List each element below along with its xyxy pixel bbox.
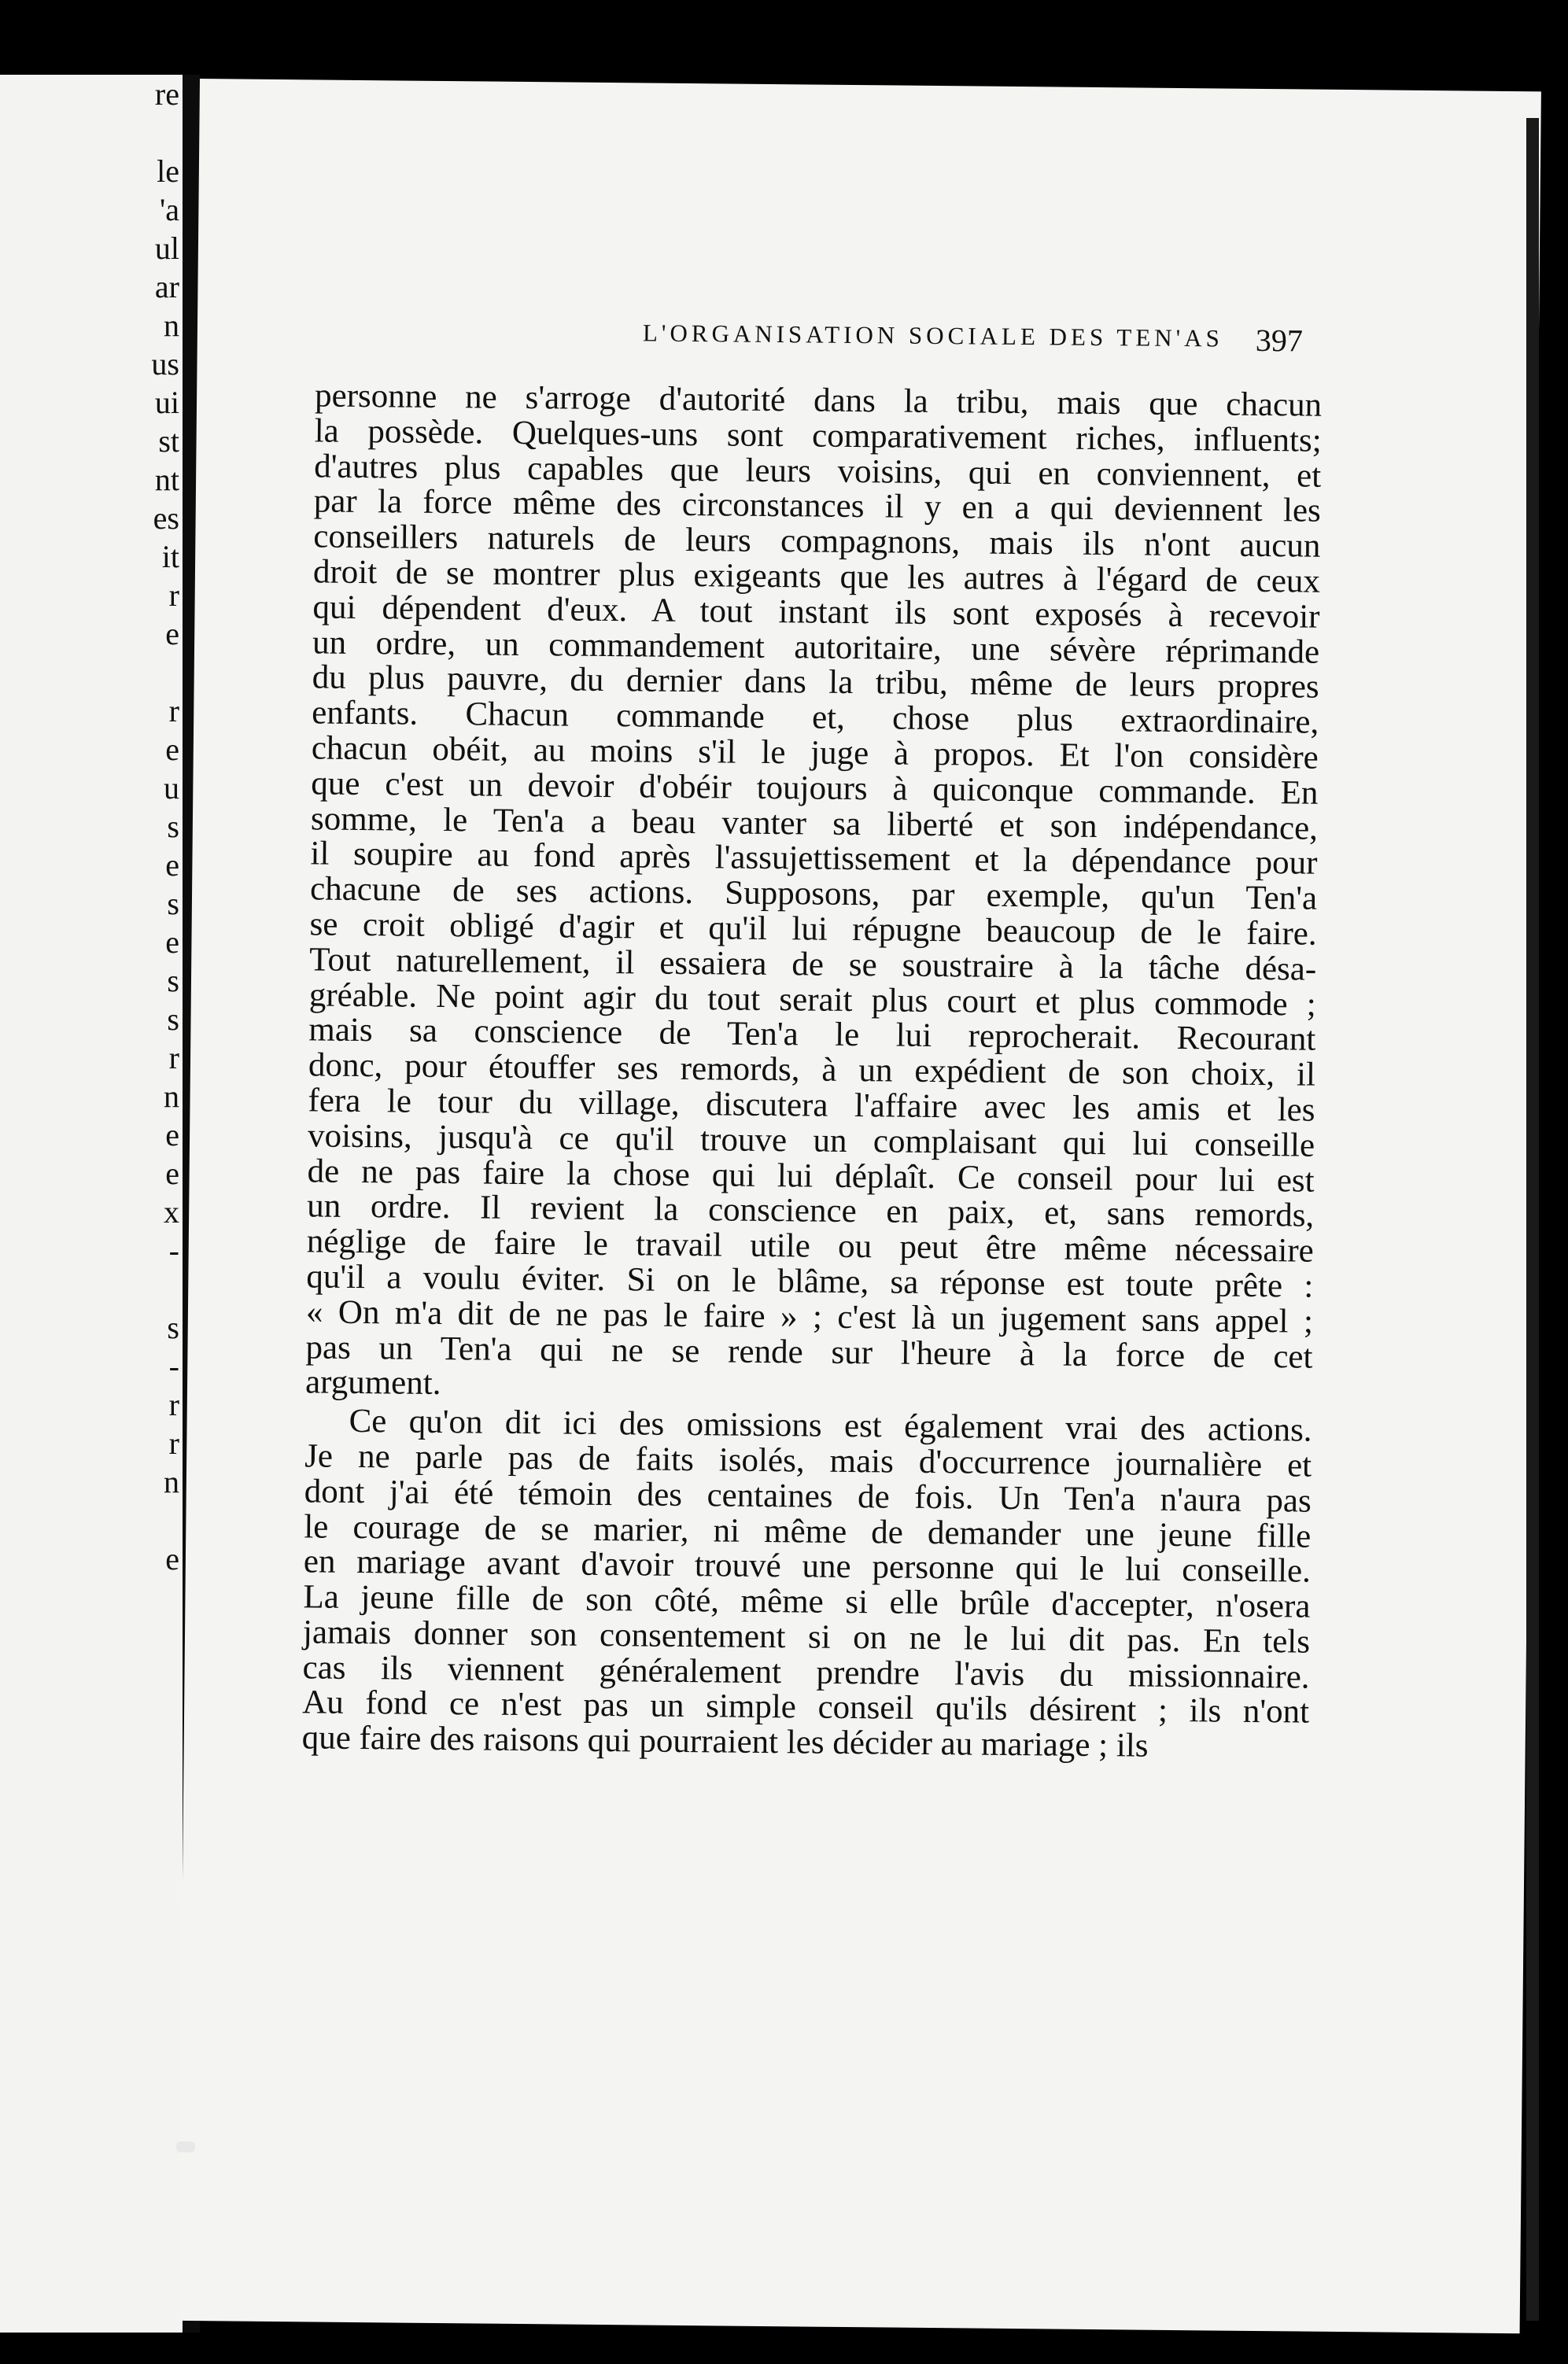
page-edge-shadow (1526, 118, 1539, 2321)
text-line: « On m'a dit de ne pas le faire » ; c'est là un jugement sans appel ; (305, 1293, 1314, 1341)
line-ending-fragment: u (164, 770, 179, 806)
line-ending-fragment: - (168, 1233, 179, 1268)
text-line: donc, pour étouffer ses remords, à un expédient de son choix, il (308, 1046, 1316, 1093)
text-line: que c'est un devoir d'obéir toujours à quiconque commande. En (311, 765, 1319, 812)
line-ending-fragment: e (165, 732, 179, 767)
body-text (302, 378, 1323, 1765)
text-line: somme, le Ten'a a beau vanter sa liberté et son indépendance, (310, 799, 1319, 847)
line-ending-fragment: us (151, 346, 179, 382)
text-line: du plus pauvre, du dernier dans la tribu, même de leurs propres (312, 658, 1319, 706)
line-ending-fragment: ar (154, 269, 179, 304)
text-line: fera le tour du village, discutera l'affaire avec les amis et les (308, 1082, 1315, 1129)
previous-page-edge (0, 75, 183, 2333)
line-ending-fragment: r (168, 577, 179, 613)
line-ending-fragment: le (157, 153, 179, 189)
text-line: voisins, jusqu'à ce qu'il trouve un complaisant qui lui conseille (307, 1117, 1315, 1164)
line-ending-fragment: st (158, 423, 179, 459)
text-line: de ne pas faire la chose qui lui déplaît. Ce conseil pour lui est (307, 1152, 1315, 1200)
line-ending-fragment: s (167, 963, 179, 998)
text-line: chacun obéit, au moins s'il le juge à propos. Et l'on considère (311, 729, 1319, 776)
text-line: d'autres plus capables que leurs voisins, qui en conviennent, et (314, 448, 1322, 495)
text-line: personne ne s'arroge d'autorité dans la tribu, mais que chacun (314, 377, 1323, 424)
text-line: conseillers naturels de leurs compagnons, mais ils n'ont aucun (313, 518, 1321, 565)
line-ending-fragment: e (165, 1541, 179, 1577)
line-ending-fragment: r (168, 1040, 179, 1075)
line-ending-fragment: es (153, 500, 179, 536)
text-line: droit de se montrer plus exigeants que les autres à l'égard de ceux (312, 553, 1321, 600)
text-line: La jeune fille de son côté, même si elle brûle d'accepter, n'osera (303, 1578, 1311, 1625)
line-ending-fragment: e (165, 616, 179, 651)
text-line: que faire des raisons qui pourraient les décider au mariage ; ils (301, 1719, 1149, 1765)
text-line: gréable. Ne point agir du tout serait plus court et plus commode ; (308, 975, 1316, 1023)
line-ending-fragment: nt (154, 462, 179, 497)
line-ending-fragment (151, 653, 179, 691)
line-ending-fragment: s (167, 1310, 179, 1345)
line-ending-fragment: e (165, 1156, 179, 1191)
text-line: un ordre, un commandement autoritaire, une sévère réprimande (312, 623, 1320, 671)
line-ending-fragment (151, 113, 179, 152)
text-line: pas un Ten'a qui ne se rende sur l'heure à la force de cet (305, 1328, 1313, 1376)
line-ending-fragment: s (167, 809, 179, 844)
text-line: jamais donner son consentement si on ne le lui dit pas. En tels (302, 1613, 1311, 1661)
line-ending-fragment: r (168, 693, 179, 728)
text-line: un ordre. Il revient la conscience en paix, et, sans remords, (307, 1187, 1315, 1234)
text-line: cas ils viennent généralement prendre l'avis du missionnaire. (302, 1649, 1310, 1696)
text-line: par la force même des circonstances il y en a qui deviennent les (313, 482, 1322, 530)
line-ending-fragment: r (168, 1387, 179, 1422)
line-ending-fragment: 'a (160, 192, 179, 227)
line-ending-fragment: e (165, 847, 179, 883)
page-number: 397 (1255, 322, 1304, 359)
text-line: qui dépendent d'eux. A tout instant ils sont exposés à recevoir (312, 588, 1320, 636)
line-ending-fragment: re (154, 76, 179, 112)
book-page (179, 79, 1541, 2333)
text-line: qu'il a voulu éviter. Si on le blâme, sa réponse est toute prête : (306, 1258, 1314, 1305)
line-ending-fragment: x (164, 1194, 179, 1230)
text-line: Ce qu'on dit ici des omissions est également vrai des actions. (349, 1403, 1312, 1449)
line-ending-fragment: e (165, 924, 179, 960)
previous-page-line-endings (151, 75, 179, 1578)
running-head: L'ORGANISATION SOCIALE DES TEN'AS (642, 319, 1224, 352)
text-line: en mariage avant d'avoir trouvé une personne qui le lui conseille. (303, 1543, 1312, 1590)
line-ending-fragment: r (168, 1425, 179, 1461)
text-line: il soupire au fond après l'assujettissement et la dépendance pour (310, 835, 1318, 883)
line-ending-fragment: e (165, 1117, 179, 1152)
line-ending-fragment: n (164, 308, 179, 343)
text-line: enfants. Chacun commande et, chose plus extraordinaire, (312, 694, 1319, 741)
text-line: se croit obligé d'agir et qu'il lui répugne beaucoup de le faire. (309, 905, 1317, 953)
text-line: le courage de se marier, ni même de demander une jeune fille (304, 1507, 1312, 1555)
scan-speck (176, 2141, 195, 2152)
text-line: mais sa conscience de Ten'a le lui reprocherait. Recourant (308, 1011, 1316, 1059)
text-line: Au fond ce n'est pas un simple conseil qu'ils désirent ; ils n'ont (301, 1684, 1310, 1732)
text-line: la possède. Quelques-uns sont comparativement riches, influents; (314, 412, 1322, 459)
line-ending-fragment (151, 1270, 179, 1308)
line-ending-fragment (151, 1501, 179, 1540)
line-ending-fragment: ui (154, 385, 179, 420)
text-line: argument. (304, 1363, 441, 1403)
line-ending-fragment: - (168, 1348, 179, 1384)
line-ending-fragment: n (164, 1079, 179, 1114)
line-ending-fragment: n (164, 1464, 179, 1499)
text-line: Tout naturellement, il essaiera de se soustraire à la tâche désa- (309, 941, 1317, 988)
line-ending-fragment: s (167, 886, 179, 921)
text-line: néglige de faire le travail utile ou peut être même nécessaire (306, 1223, 1314, 1270)
line-ending-fragment: ul (154, 230, 179, 266)
line-ending-fragment: it (161, 539, 179, 574)
text-line: Je ne parle pas de faits isolés, mais d'occurrence journalière et (304, 1437, 1312, 1484)
text-line: dont j'ai été témoin des centaines de fois. Un Ten'a n'aura pas (304, 1473, 1312, 1520)
text-line: chacune de ses actions. Supposons, par exemple, qu'un Ten'a (309, 870, 1318, 917)
line-ending-fragment: s (167, 1001, 179, 1037)
